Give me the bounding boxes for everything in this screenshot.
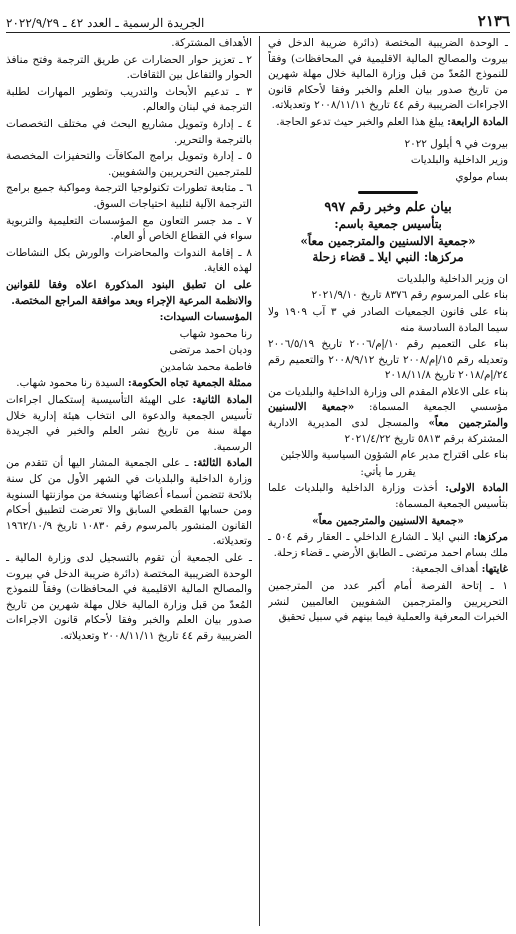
compliance-paragraph: على ان تطبق البنود المذكورة اعلاه وفقا للقوانين والانظمة المرعية الإجراء وبعد موافقة المراجع المختصة. <box>6 278 252 307</box>
goal-item-2: ٢ ـ تعزيز حوار الحضارات عن طريق الترجمة وفتح منافذ الحوار والتفاعل بين الثقافات. <box>6 53 252 82</box>
recital-association-name: «جمعية الالسنيين والمترجمين معاً» <box>268 401 508 430</box>
minister-line: ان وزير الداخلية والبلديات <box>397 272 508 285</box>
recital-notification <box>268 385 508 447</box>
article-two-text: على الهيئة التأسيسية إستكمال اجراءات تأسيس الجمعية والدعوة الى انتخاب هيئة إدارية خلال مهلة سنة من تاريخ نشر العلم والخبر في الجريدة الرسمية. <box>6 394 252 453</box>
page-number: ٢١٣٦ <box>477 12 510 30</box>
article-four <box>268 115 508 131</box>
representative-label: ممثلة الجمعية تجاه الحكومة: <box>127 377 252 390</box>
goal-item-3: ٣ ـ تدعيم الأبحاث والتدريب وتطوير المهارات لطلبة الترجمة في لبنان والعالم. <box>6 85 252 114</box>
article-one-text: أخذت وزارة الداخلية والبلديات علما بتأسيس الجمعية المسماة: <box>268 482 508 511</box>
goal-item-5: ٥ ـ إدارة وتمويل برامج المكافآت والتحفيزات المخصصة للمترجمين التحريريين والشفويين. <box>6 150 252 178</box>
article-three <box>6 456 252 550</box>
section-separator <box>358 191 418 194</box>
tax-registration-paragraph: ـ على الجمعية أن تقوم بالتسجيل لدى وزارة المالية ـ الوحدة الضريبية المختصة (دائرة ضريبة الدخل في بيروت والمصالح المالية الاقليمية في المحافظات) وفقاً للنموذج المُعدّ من قبل وزارة المالية خلال مهلة شهرين من تاريخ صدور بيان العلم والخبر وفقا لأحكام قانون الاجراءات الضريبية رقم ٤٤ تاريخ ٢٠٠٨/١١/١١ وتعديلاته. <box>6 552 252 642</box>
article-three-label: المادة الثالثة: <box>193 457 252 470</box>
signature-date: بيروت في ٩ أيلول ٢٠٢٢ <box>404 137 508 150</box>
center-label: مركزها: <box>473 531 508 544</box>
article-one-label: المادة الاولى: <box>445 482 508 495</box>
recital-law: بناء على قانون الجمعيات الصادر في ٣ آب ١٩٠٩ ولا سيما المادة السادسة منه <box>268 305 508 334</box>
goal-item-7: ٧ ـ مد جسر التعاون مع المؤسسات التعليمية والتربوية سواء في القطاع الخاص أو العام. <box>6 214 252 243</box>
founder-name: وديان احمد مرتضى <box>169 344 252 357</box>
column-divider <box>259 36 260 926</box>
center-paragraph <box>268 530 508 561</box>
article-four-label: المادة الرابعة: <box>447 115 508 128</box>
goals-heading <box>268 562 508 578</box>
representative-paragraph <box>6 376 252 392</box>
recital-decree: بناء على المرسوم رقم ٨٣٧٦ تاريخ ٢٠٢١/٩/١٠ <box>311 289 508 302</box>
goals-label: غايتها: <box>481 563 508 576</box>
representative-text: السيدة رنا محمود شهاب. <box>16 377 128 390</box>
article-one-association-name: «جمعية الالسنيين والمترجمين معاً» <box>312 514 464 527</box>
notice-title: بيان علم وخبر رقم ٩٩٧ <box>324 200 452 216</box>
goal-item-4: ٤ ـ إدارة وتمويل مشاريع البحث في مختلف التخصصات بالترجمة والتحرير. <box>6 117 252 146</box>
goal-item-1-continued: الأهداف المشتركة. <box>171 37 252 49</box>
left-column <box>6 36 252 928</box>
article-three-text: ـ على الجمعية المشار اليها أن تتقدم من وزارة الداخلية والبلديات في الشهر الأول من كل سنة بلائحة تتضمن أسماء أعضائها وبنسخة من موازنتها السنوية ومن حسابها القطعي السابق والا تعرضت لتطبيق أحكام القانون المنشور بالمرسوم رقم ١٠٨٣٠ تاريخ ١٩٦٢/١٠/٩ وتعديلاته. <box>6 457 252 548</box>
article-one <box>268 481 508 512</box>
article-four-text: يبلغ هذا العلم والخبر حيث تدعو الحاجة. <box>276 115 448 128</box>
article-two <box>6 393 252 455</box>
goal-item-1: ١ ـ إتاحة الفرصة أمام أكبر عدد من المترجمين التحريريين والمترجمين الشفويين العالميين لنشر الخبرات المعرفية والعملية فيما بينهم في سبيل تحقيق <box>268 580 508 624</box>
founder-name: فاطمة محمد شامدين <box>159 360 252 373</box>
center-text: النبي ايلا ـ الشارع الداخلي ـ العقار رقم ٥٠٤ ـ ملك بسام احمد مرتضى ـ الطابق الأرضي ـ قضاء زحلة. <box>268 531 508 559</box>
signature-name: بسام مولوي <box>455 170 508 183</box>
recital-notification-text: بناء على الاعلام المقدم الى وزارة الداخلية والبلديات من مؤسسي الجمعية المسماة: <box>268 385 508 414</box>
association-name: «جمعية الالسنيين والمترجمين معاً» <box>300 233 476 248</box>
journal-issue-line: الجريدة الرسمية ـ العدد ٤٢ ـ ٢٠٢٢/٩/٢٩ <box>6 16 205 30</box>
recital-registration: والمسجل لدى المديرية الادارية المشتركة برقم ٥٨١٣ تاريخ ٢٠٢١/٤/٢٢ <box>268 417 508 445</box>
right-column <box>268 36 508 928</box>
notice-subtitle: بتأسيس جمعية باسم: <box>334 216 442 231</box>
goal-item-6: ٦ ـ متابعة تطورات تكنولوجيا الترجمة ومواكبة جميع برامج الترجمة الآلية لتلبية احتياجات السوق. <box>6 182 252 210</box>
recital-circulars: بناء على التعميم رقم ١٠/إم/٢٠٠٦ تاريخ ٢٠٠٦/٥/١٩ وتعديله رقم ١٥/إم/٢٠٠٨ تاريخ ٢٠٠٨/٩/١٢ والتعميم رقم ٢٤/إم/٢٠١٨ تاريخ ٢٠١٨/١١/٨ <box>268 338 508 382</box>
article-two-label: المادة الثانية: <box>192 394 252 407</box>
founder-name: رنا محمود شهاب <box>179 327 252 340</box>
recital-proposal: بناء على اقتراح مدير عام الشؤون السياسية واللاجئين <box>280 449 508 462</box>
page-header <box>6 8 510 33</box>
signature-title: وزير الداخلية والبلديات <box>410 154 508 167</box>
founders-label: المؤسسات السيدات: <box>159 311 252 324</box>
tax-registration-paragraph: ـ الوحدة الضريبية المختصة (دائرة ضريبة الدخل في بيروت والمصالح المالية الاقليمية في المحافظات) وفقاً للنموذج المُعدّ من قبل وزارة المالية خلال مهلة شهرين من تاريخ صدور بيان العلم والخبر وفقا لأحكام قانون الاجراءات الضريبية رقم ٤٤ تاريخ ٢٠٠٨/١١/١١ وتعديلاته. <box>268 37 508 112</box>
association-center: مركزها: النبي ايلا ـ قضاء زحلة <box>312 250 464 265</box>
goal-item-8: ٨ ـ إقامة الندوات والمحاضرات والورش بكل النشاطات لهذه الغاية. <box>6 246 252 275</box>
goals-text: أهداف الجمعية: <box>411 563 482 576</box>
decides-line: يقرر ما يأتي: <box>360 465 416 478</box>
